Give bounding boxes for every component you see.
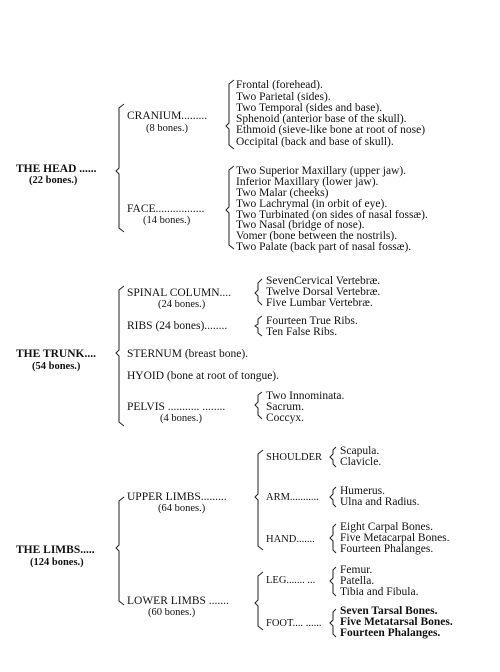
face-brace — [226, 166, 234, 249]
ribs-label: RIBS (24 bones)........ — [127, 320, 228, 332]
spinal-label: SPINAL COLUMN.... — [127, 287, 232, 299]
leg-label: LEG....... ... — [266, 575, 316, 586]
hand-item: Eight Carpal Bones. — [340, 521, 433, 533]
cranium-item: Ethmoid (sieve-like bone at root of nose) — [236, 124, 426, 136]
cranium-item: Frontal (forehead). — [236, 79, 323, 91]
foot-item: Five Metatarsal Bones. — [340, 616, 453, 628]
pelvis-brace — [255, 392, 262, 419]
arm-item: Humerus. — [340, 485, 386, 497]
face-label: FACE................. — [127, 203, 205, 215]
sternum-label: STERNUM (breast bone). — [127, 348, 249, 360]
spinal-brace — [255, 279, 262, 305]
upper-limbs-label: UPPER LIMBS......... — [127, 491, 227, 503]
hand-item: Five Metacarpal Bones. — [340, 532, 450, 544]
pelvis-item: Coccyx. — [266, 412, 305, 424]
pelvis-count: (4 bones.) — [160, 413, 202, 424]
face-item: Vomer (bone between the nostrils). — [236, 230, 398, 242]
face-item: Two Superior Maxillary (upper jaw). — [236, 165, 407, 177]
pelvis-item: Two Innominata. — [266, 390, 345, 402]
arm-item: Ulna and Radius. — [340, 496, 420, 508]
shoulder-label: SHOULDER — [266, 452, 323, 463]
spinal-item: Twelve Dorsal Vertebræ. — [266, 286, 381, 298]
cranium-item: Sphenoid (anterior base of the skull). — [236, 113, 407, 125]
hyoid-label: HYOID (bone at root of tongue). — [127, 370, 280, 382]
ribs-brace — [255, 316, 262, 336]
cranium-item: Two Parietal (sides). — [236, 91, 331, 103]
shoulder-item: Scapula. — [340, 445, 380, 457]
cranium-item: Occipital (back and base of skull). — [236, 136, 394, 148]
arm-brace — [330, 487, 336, 507]
face-item: Two Palate (back part of nasal fossæ). — [236, 241, 412, 253]
lower-limbs-brace — [255, 572, 263, 630]
face-item: Two Turbinated (on sides of nasal fossæ). — [236, 209, 428, 221]
leg-item: Femur. — [340, 564, 373, 576]
limbs-title: THE LIMBS..... — [16, 544, 95, 556]
shoulder-item: Clavicle. — [340, 456, 382, 468]
shoulder-brace — [330, 447, 336, 467]
cranium-item: Two Temporal (sides and base). — [236, 102, 383, 114]
pelvis-label: PELVIS ........... ........ — [127, 401, 226, 413]
lower-limbs-label: LOWER LIMBS ....... — [127, 595, 229, 607]
head-title: THE HEAD ...... — [16, 163, 97, 175]
hand-label: HAND....... — [266, 534, 315, 545]
hand-brace — [330, 524, 336, 553]
face-item: Two Malar (cheeks) — [236, 187, 329, 199]
foot-item: Seven Tarsal Bones. — [340, 605, 438, 617]
limbs-brace — [116, 497, 124, 605]
foot-brace — [330, 609, 336, 637]
cranium-label: CRANIUM......... — [127, 110, 208, 122]
head-brace — [116, 104, 124, 232]
face-item: Inferior Maxillary (lower jaw). — [236, 176, 379, 188]
foot-label: FOOT.... ...... — [266, 618, 322, 629]
spinal-item: SevenCervical Vertebræ. — [266, 275, 381, 287]
spinal-item: Five Lumbar Vertebræ. — [266, 297, 373, 309]
face-item: Two Lachrymal (in orbit of eye). — [236, 198, 388, 210]
arm-label: ARM........... — [266, 492, 319, 503]
ribs-item: Ten False Ribs. — [266, 326, 338, 338]
foot-item: Fourteen Phalanges. — [340, 627, 441, 639]
spinal-count: (24 bones.) — [158, 299, 206, 310]
limbs-count: (124 bones.) — [30, 557, 84, 568]
face-count: (14 bones.) — [143, 215, 191, 226]
head-count: (22 bones.) — [29, 175, 78, 186]
cranium-brace — [226, 80, 234, 149]
ribs-item: Fourteen True Ribs. — [266, 315, 358, 327]
upper-limbs-count: (64 bones.) — [158, 503, 206, 514]
trunk-brace — [116, 286, 124, 426]
trunk-count: (54 bones.) — [32, 361, 81, 372]
face-item: Two Nasal (bridge of nose). — [236, 219, 365, 231]
leg-item: Tibia and Fibula. — [340, 586, 419, 598]
lower-limbs-count: (60 bones.) — [148, 607, 196, 618]
pelvis-item: Sacrum. — [266, 401, 305, 413]
leg-item: Patella. — [340, 575, 375, 587]
leg-brace — [330, 567, 336, 596]
upper-limbs-brace — [255, 450, 263, 550]
trunk-title: THE TRUNK.... — [16, 348, 96, 360]
hand-item: Fourteen Phalanges. — [340, 543, 434, 555]
cranium-count: (8 bones.) — [146, 123, 188, 134]
